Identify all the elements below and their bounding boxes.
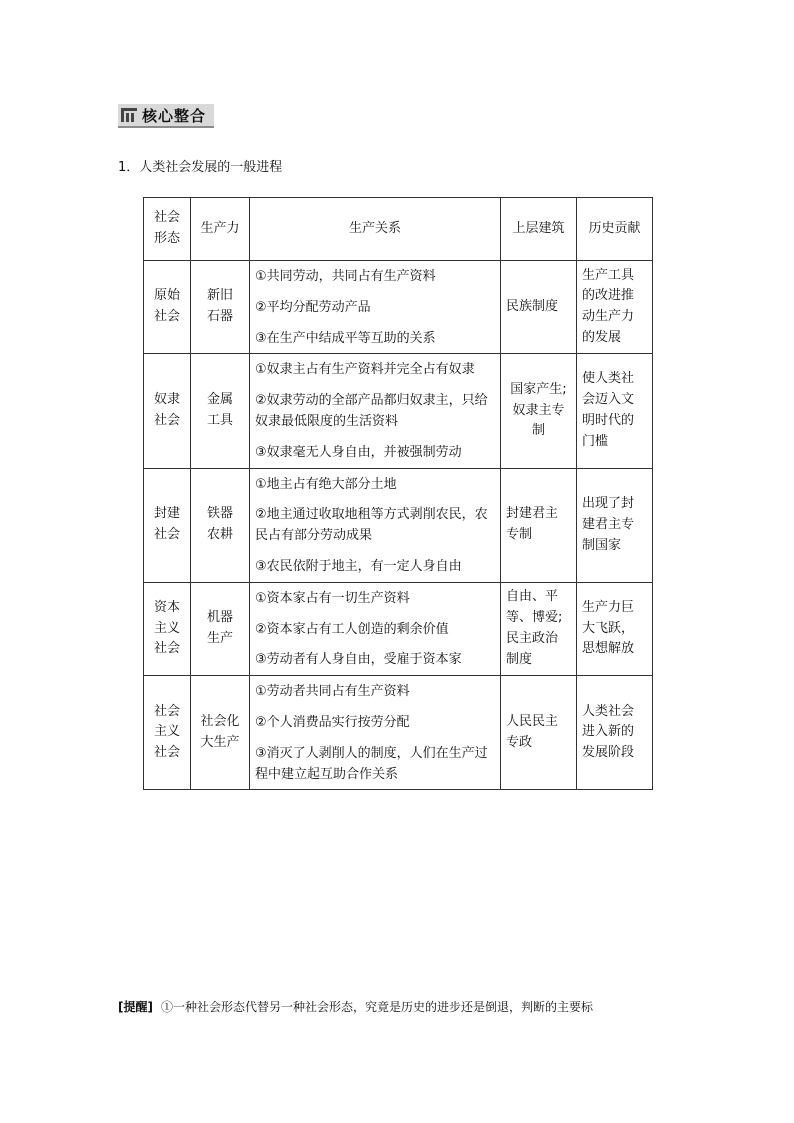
cell-productivity: 社会化 大生产 [191,676,250,790]
cell-relations [250,354,501,468]
relation-item: ③农民依附于地主，有一定人身自由 [255,558,462,574]
table-row [144,676,653,790]
relation-item: ①奴隶主占有生产资料并完全占有奴隶 [255,362,475,378]
relation-item: ③在生产中结成平等互助的关系 [255,330,436,346]
table-row [144,261,653,354]
header-superstructure: 上层建筑 [501,198,577,261]
relation-item: ③消灭了人剥削人的制度，人们在生产过程中建立起互助合作关系 [255,745,488,782]
cell-productivity: 金属 工具 [191,354,250,468]
cell-relations [250,261,501,354]
relation-item: ②地主通过收取地租等方式剥削农民，农民占有部分劳动成果 [255,507,488,544]
header-contribution: 历史贡献 [577,198,653,261]
relation-item: ①地主占有绝大部分土地 [255,476,397,492]
cell-superstructure: 民族制度 [501,261,577,354]
cell-contribution: 出现了封 建君主专 制国家 [577,468,653,582]
cell-contribution: 生产工具 的改进推 动生产力 的发展 [577,261,653,354]
cell-superstructure: 人民民主 专政 [501,676,577,790]
reminder-tag: [提醒] [118,1000,153,1014]
cell-superstructure: 国家产生; 奴隶主专 制 [501,354,577,468]
cell-relations [250,582,501,675]
relation-item: ③劳动者有人身自由，受雇于资本家 [255,652,462,668]
cell-social-form: 原始 社会 [144,261,191,354]
relation-item: ①资本家占有一切生产资料 [255,590,410,606]
relation-item: ①劳动者共同占有生产资料 [255,684,410,700]
table-row [144,468,653,582]
table-row [144,354,653,468]
relation-item: ③奴隶毫无人身自由，并被强制劳动 [255,444,462,460]
relation-item: ①共同劳动，共同占有生产资料 [255,269,436,284]
cell-productivity: 新旧 石器 [191,261,250,354]
cell-productivity: 机器 生产 [191,582,250,675]
relation-item: ②平均分配劳动产品 [255,299,371,315]
cell-social-form: 封建 社会 [144,468,191,582]
section-marker-icon [120,106,138,124]
section-header [118,104,214,128]
cell-social-form: 社会 主义 社会 [144,676,191,790]
cell-contribution: 人类社会 进入新的 发展阶段 [577,676,653,790]
header-productivity: 生产力 [191,198,250,261]
reminder-note [118,998,593,1015]
cell-productivity: 铁器 农耕 [191,468,250,582]
relation-item: ②资本家占有工人创造的剩余价值 [255,621,449,637]
header-social-form: 社会 形态 [144,198,191,261]
cell-social-form: 奴隶 社会 [144,354,191,468]
header-relations: 生产关系 [250,198,501,261]
relation-item: ②奴隶劳动的全部产品都归奴隶主，只给奴隶最低限度的生活资料 [255,393,488,429]
cell-social-form: 资本 主义 社会 [144,582,191,675]
reminder-text: ①一种社会形态代替另一种社会形态，究竟是历史的进步还是倒退，判断的主要标 [160,1000,593,1014]
cell-relations [250,676,501,790]
cell-relations [250,468,501,582]
section-title: 核心整合 [142,106,207,125]
relation-item: ②个人消费品实行按劳分配 [255,714,410,730]
social-forms-table [143,197,653,790]
table-row [144,582,653,675]
cell-superstructure: 自由、平 等、博爱; 民主政治 制度 [501,582,577,675]
cell-contribution: 生产力巨 大飞跃， 思想解放 [577,582,653,675]
cell-contribution: 使人类社 会迈入文 明时代的 门槛 [577,354,653,468]
table-header-row [144,198,653,261]
subsection-heading: 1．人类社会发展的一般进程 [118,160,283,175]
cell-superstructure: 封建君主 专制 [501,468,577,582]
